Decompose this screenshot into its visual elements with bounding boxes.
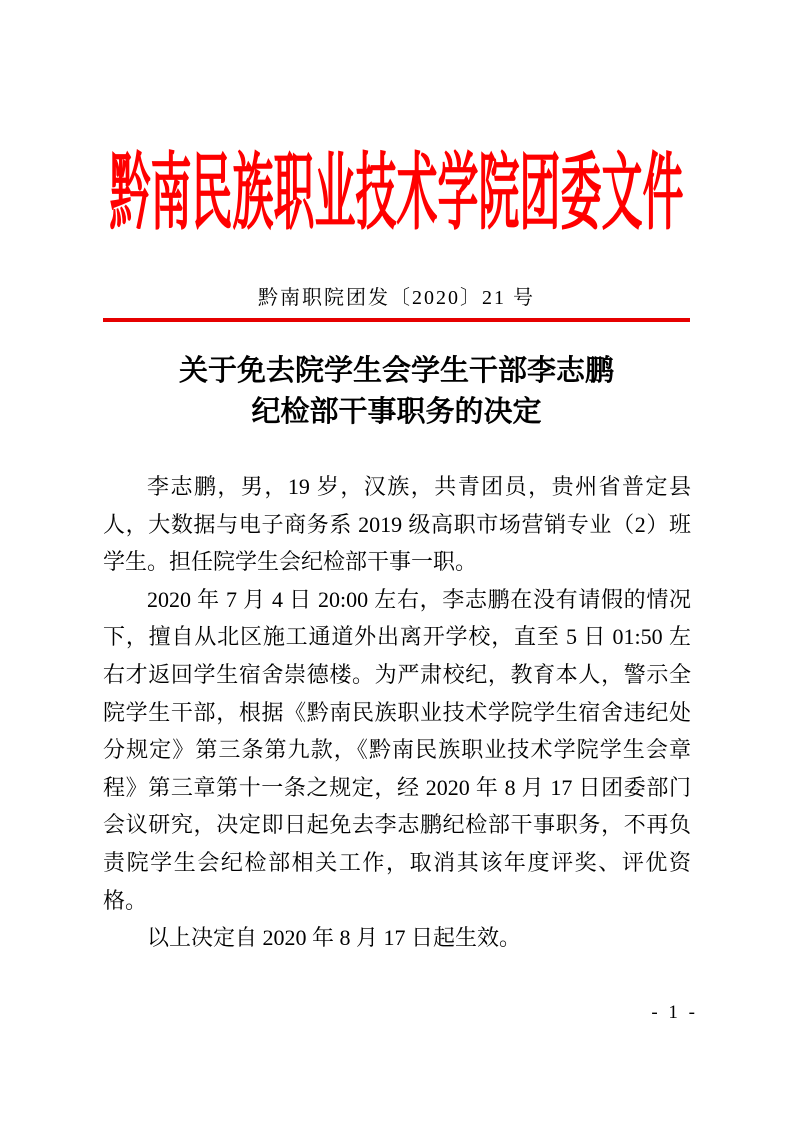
document-title-line1: 关于免去院学生会学生干部李志鹏 [178,355,614,387]
body-paragraph-decision: 2020 年 7 月 4 日 20:00 左右，李志鹏在没有请假的情况下，擅自从北区施工通道外出离开学校，直至 5 日 01:50 左右才返回学生宿舍崇德楼。为严肃校纪，教育本人，警示全院学生干部，根据《黔南民族职业技术学院学生宿舍违纪处分规定》第三条第九款，《黔南民族职业技术学院学生会章程》第三章第十一条之规定，经 2020 年 8 月 17 日团委部门会议研究，决定即日起免去李志鹏纪检部干事职务，不再负责院学生会纪检部相关工作，取消其该年度评奖、评优资格。 [103,586,691,913]
body-paragraph-effective-date: 以上决定自 2020 年 8 月 17 日起生效。 [147,925,522,951]
red-separator-line [103,318,690,322]
page-number: - 1 - [651,1002,698,1023]
masthead-title-text: 黔南民族职业技术学院团委文件 [109,145,684,241]
document-title [0,351,793,433]
document-body [103,468,691,957]
document-title-line2: 纪检部干事职务的决定 [251,396,542,428]
document-reference-number: 黔南职院团发〔2020〕21 号 [258,287,535,309]
body-paragraph-intro: 李志鹏，男，19 岁，汉族，共青团员，贵州省普定县人，大数据与电子商务系 2019 级高职市场营销专业（2）班学生。担任院学生会纪检部干事一职。 [103,474,691,575]
document-masthead [0,145,793,241]
